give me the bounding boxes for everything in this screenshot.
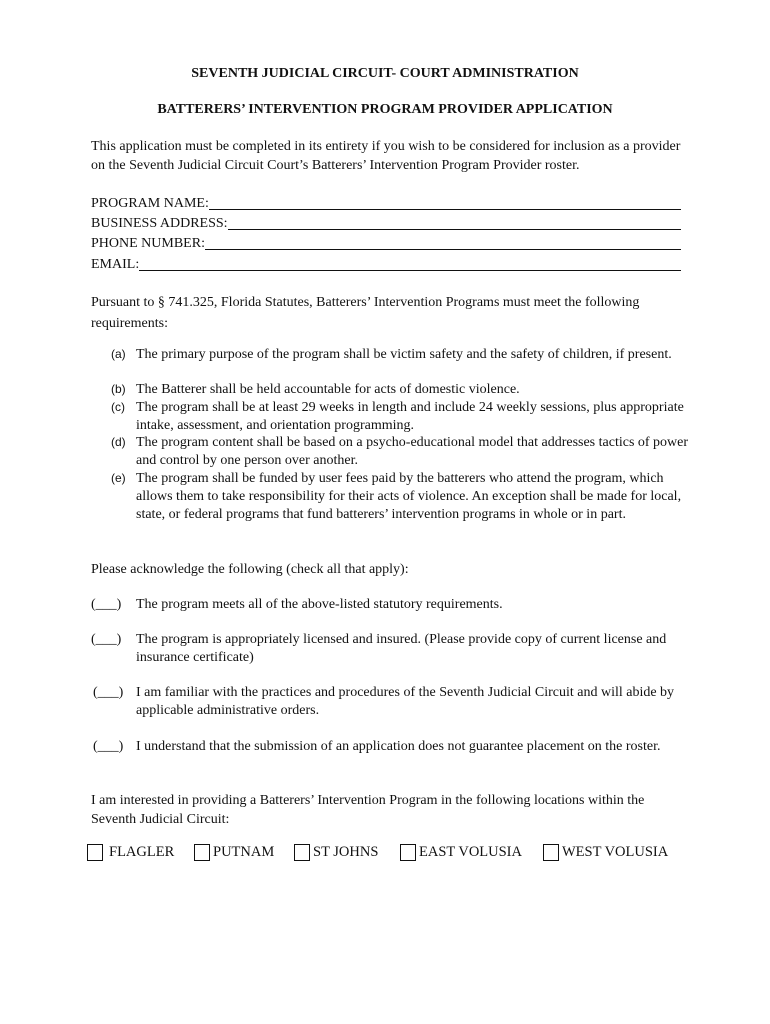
acknowledgement-1[interactable] [91, 596, 691, 614]
checkbox-icon[interactable] [194, 844, 210, 861]
location-label: ST JOHNS [313, 844, 379, 860]
checkbox-icon[interactable] [400, 844, 416, 861]
requirement-a [111, 346, 691, 364]
acknowledgement-checkbox[interactable]: (___) [91, 597, 122, 612]
requirement-marker: (c) [111, 400, 125, 414]
acknowledgement-text: I understand that the submission of an application does not guarantee placement on the roster. [136, 739, 661, 754]
requirement-text: The program content shall be based on a psycho-educational model that addresses tactics of power and control by one person over another. [136, 435, 689, 468]
acknowledgement-4[interactable] [93, 738, 693, 756]
requirement-text: The primary purpose of the program shall be victim safety and the safety of children, if present. [136, 347, 672, 362]
requirement-text: The Batterer shall be held accountable for acts of domestic violence. [136, 382, 520, 397]
requirement-marker: (b) [111, 382, 126, 396]
location-east-volusia[interactable] [400, 844, 522, 861]
location-label: FLAGLER [109, 844, 175, 860]
acknowledgement-text: The program meets all of the above-listed statutory requirements. [136, 597, 503, 612]
email-field[interactable] [91, 253, 681, 274]
location-west-volusia[interactable] [543, 844, 668, 861]
agency-heading: SEVENTH JUDICIAL CIRCUIT- COURT ADMINISTRATION [191, 66, 579, 81]
business-address-label: BUSINESS ADDRESS: [91, 216, 228, 231]
checkbox-icon[interactable] [543, 844, 559, 861]
requirement-text: The program shall be at least 29 weeks in length and include 24 weekly sessions, plus appropriate intake, assessment, and orientation programming. [136, 400, 684, 433]
acknowledgement-3[interactable] [93, 684, 693, 720]
requirement-text: The program shall be funded by user fees paid by the batterers who attend the program, which allows them to take responsibility for their acts of violence. An exception shall be made for local, state, or federal programs that fund batterers’ intervention programs in whole or in part. [136, 471, 682, 522]
requirement-d [111, 434, 691, 470]
location-st-johns[interactable] [294, 844, 378, 861]
phone-number-field[interactable] [91, 232, 681, 253]
requirement-marker: (d) [111, 435, 126, 449]
location-flagler[interactable] [87, 844, 174, 861]
intro-paragraph: This application must be completed in its entirety if you wish to be considered for inclusion as a provider on the Seventh Judicial Circuit Court’s Batterers’ Intervention Program Provider roster. [91, 139, 681, 173]
requirement-c [111, 399, 691, 435]
requirement-e [111, 470, 691, 523]
email-line[interactable] [139, 255, 681, 271]
acknowledgement-checkbox[interactable]: (___) [93, 739, 124, 754]
form-title: BATTERERS’ INTERVENTION PROGRAM PROVIDER APPLICATION [157, 102, 613, 117]
requirement-marker: (e) [111, 471, 126, 485]
program-name-label: PROGRAM NAME: [91, 196, 209, 211]
location-putnam[interactable] [194, 844, 274, 861]
location-label: PUTNAM [213, 844, 275, 860]
acknowledgement-text: The program is appropriately licensed and insured. (Please provide copy of current license and insurance certificate) [136, 632, 667, 665]
location-label: WEST VOLUSIA [562, 844, 669, 860]
location-label: EAST VOLUSIA [419, 844, 522, 860]
business-address-line[interactable] [228, 214, 681, 230]
statute-intro: Pursuant to § 741.325, Florida Statutes, Batterers’ Intervention Programs must meet the following requirements: [91, 295, 640, 331]
checkbox-icon[interactable] [87, 844, 103, 861]
acknowledgement-text: I am familiar with the practices and procedures of the Seventh Judicial Circuit and will abide by applicable administrative orders. [136, 685, 675, 718]
acknowledge-intro: Please acknowledge the following (check all that apply): [91, 562, 409, 577]
phone-number-line[interactable] [205, 234, 681, 250]
acknowledgement-checkbox[interactable]: (___) [93, 685, 124, 700]
acknowledgement-2[interactable] [91, 631, 691, 667]
locations-intro: I am interested in providing a Batterers’ Intervention Program in the following locations within the Seventh Judicial Circuit: [91, 793, 645, 827]
acknowledgement-checkbox[interactable]: (___) [91, 632, 122, 647]
email-label: EMAIL: [91, 257, 140, 272]
program-name-field[interactable] [91, 192, 681, 213]
phone-number-label: PHONE NUMBER: [91, 236, 205, 251]
program-name-line[interactable] [209, 194, 681, 210]
checkbox-icon[interactable] [294, 844, 310, 861]
requirement-b [111, 381, 691, 399]
business-address-field[interactable] [91, 212, 681, 233]
requirement-marker: (a) [111, 347, 126, 361]
